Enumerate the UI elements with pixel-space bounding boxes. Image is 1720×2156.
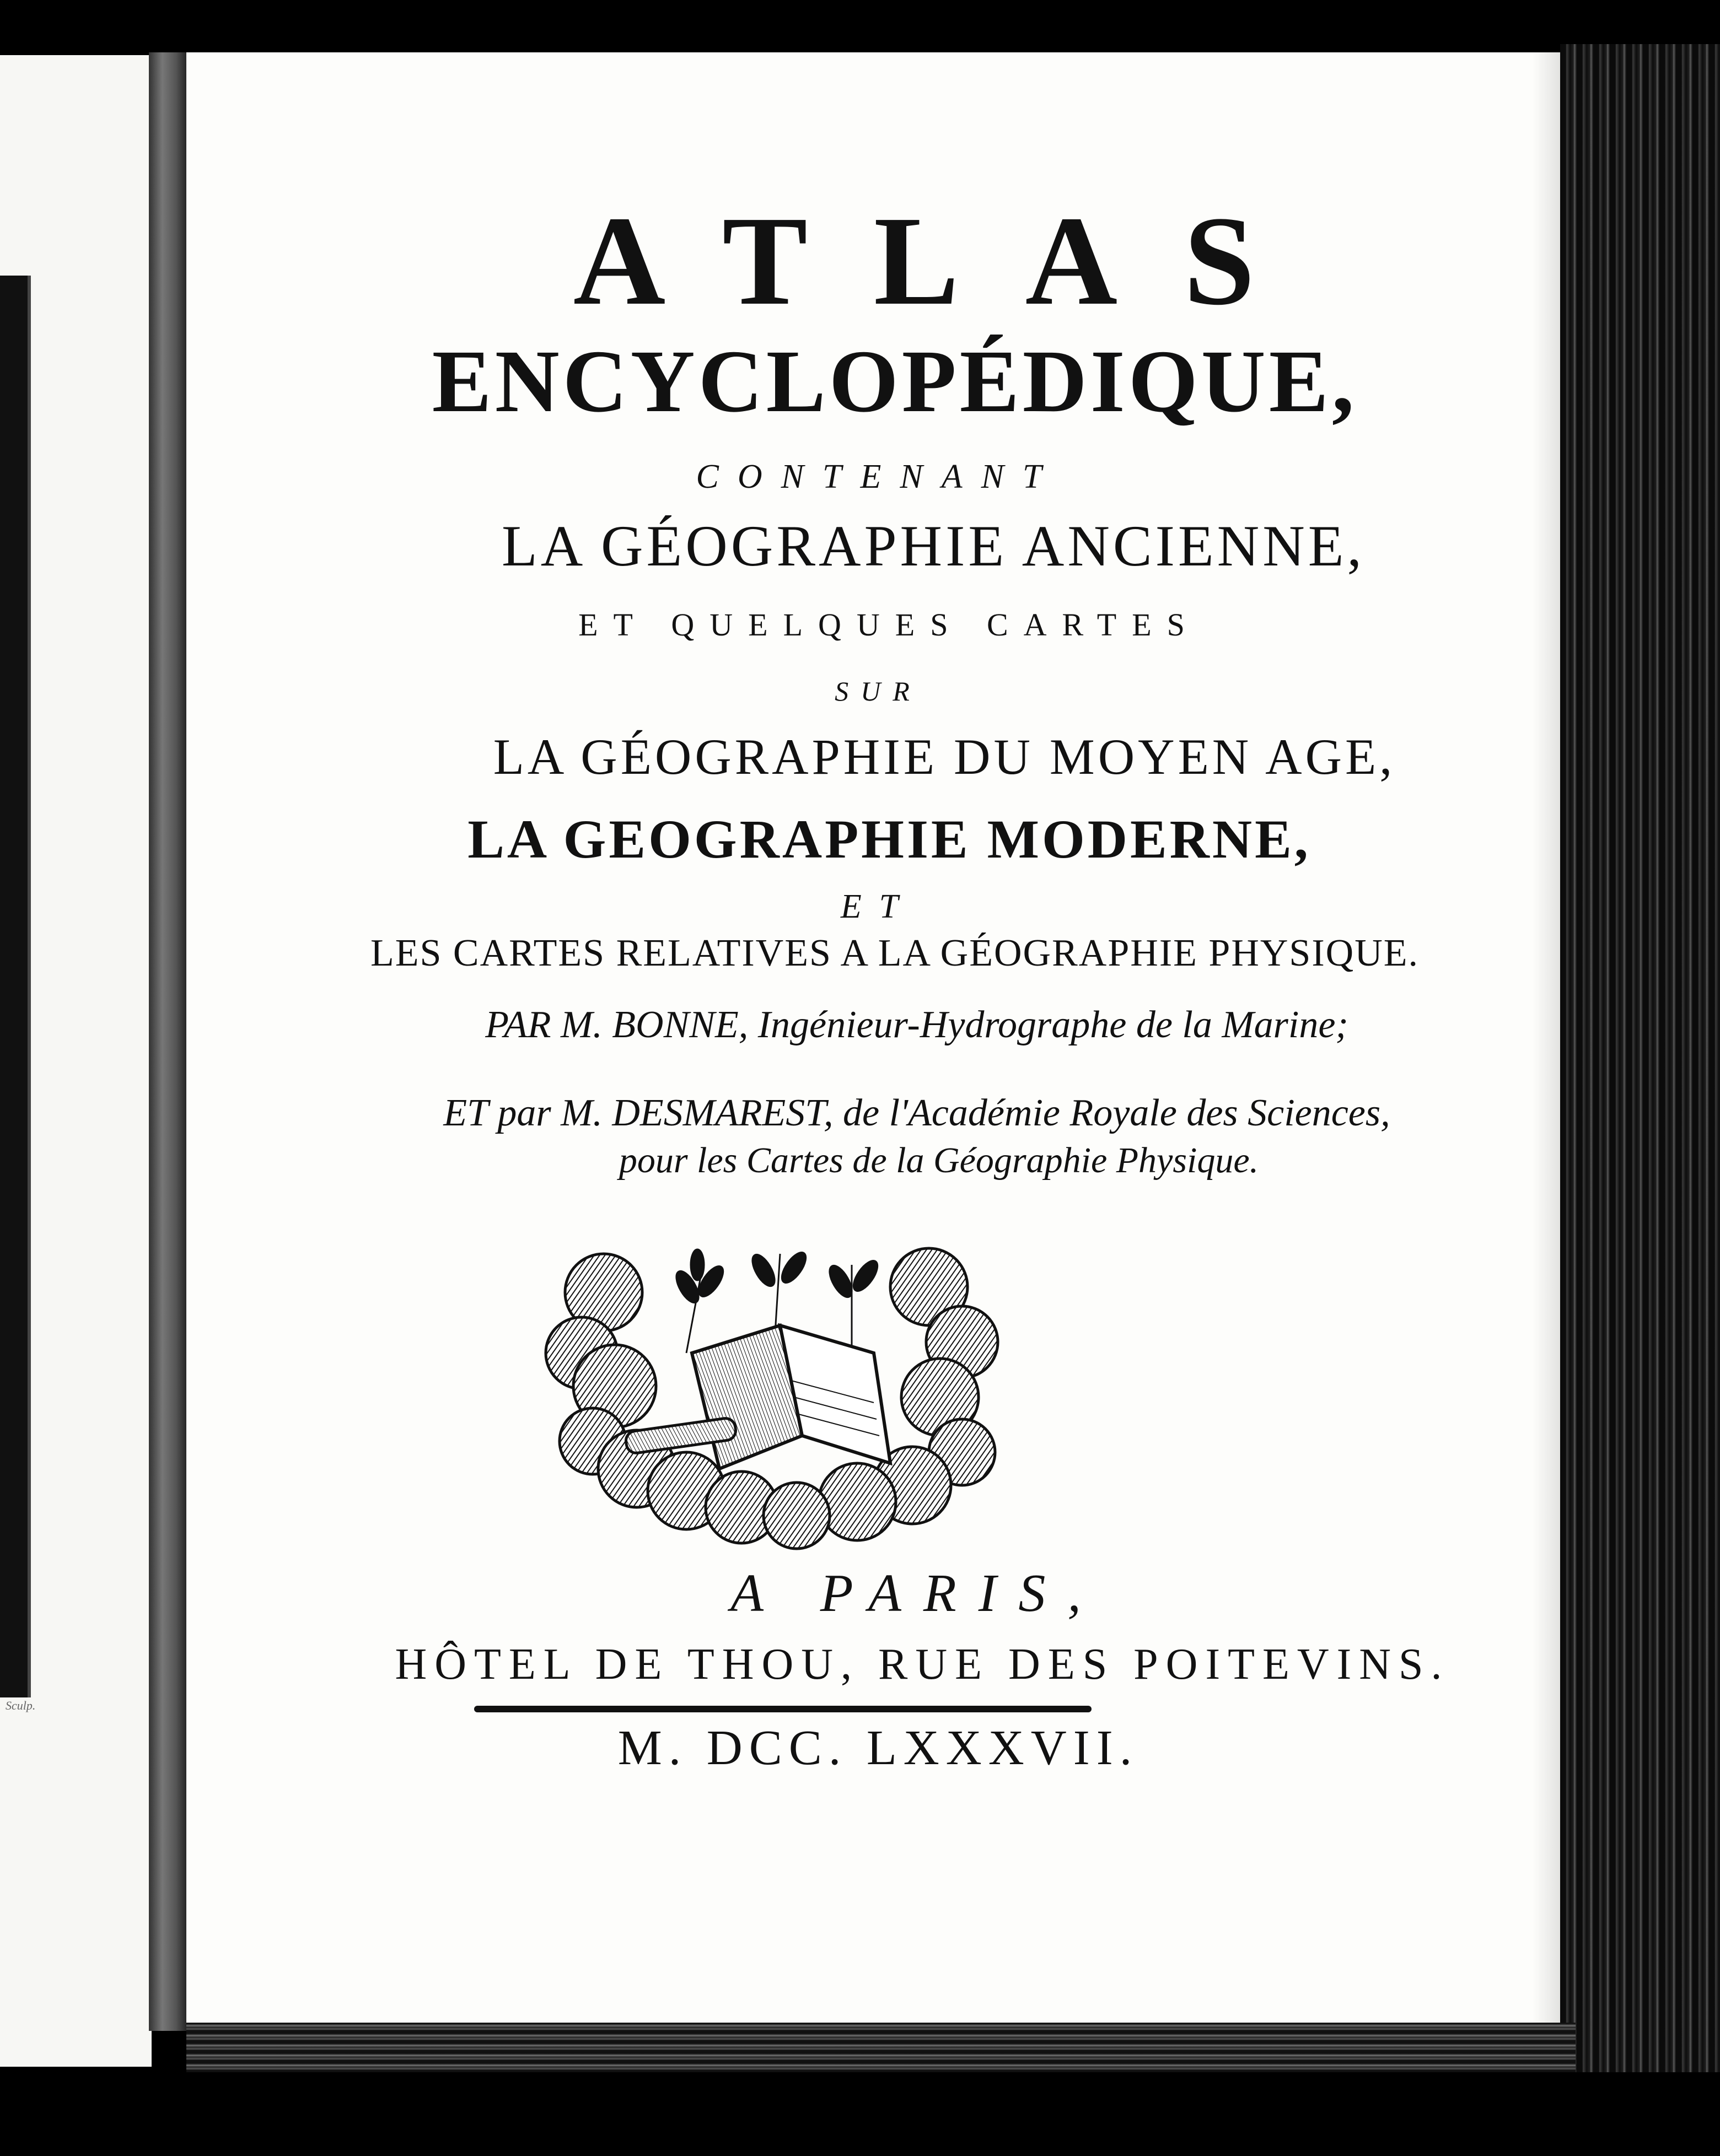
scan-border-bottom (0, 2072, 1720, 2156)
line-quelques-cartes: ET QUELQUES CARTES (578, 607, 1200, 643)
line-geographie-ancienne: LA GÉOGRAPHIE ANCIENNE, (502, 514, 1365, 578)
imprint-rule (474, 1706, 1092, 1712)
author-bonne: PAR M. BONNE, Ingénieur-Hydrographe de la Marine; (485, 1004, 1348, 1046)
line-contenant: CONTENANT (696, 458, 1061, 495)
plate-caption-fragment: Sculp. (6, 1699, 36, 1712)
imprint-city: A PARIS, (730, 1564, 1103, 1623)
line-moyen-age: LA GÉOGRAPHIE DU MOYEN AGE, (493, 729, 1396, 785)
book-vignette-illustration (543, 1243, 1012, 1551)
title-encyclopedique: ENCYCLOPÉDIQUE, (432, 332, 1358, 431)
author-desmarest-role: pour les Cartes de la Géographie Physique. (619, 1140, 1259, 1181)
title-atlas: ATLAS (573, 190, 1321, 332)
imprint-date: M. DCC. LXXXVII. (617, 1721, 1139, 1775)
author-desmarest: ET par M. DESMAREST, de l'Académie Royale des Sciences, (443, 1092, 1390, 1134)
line-sur: SUR (835, 676, 922, 707)
line-geographie-moderne: LA GEOGRAPHIE MODERNE, (467, 808, 1311, 870)
book-gutter (149, 52, 187, 2031)
line-et: ET (840, 888, 916, 925)
imprint-address: HÔTEL DE THOU, RUE DES POITEVINS. (395, 1640, 1450, 1689)
line-geographie-physique: LES CARTES RELATIVES A LA GÉOGRAPHIE PHYSIQUE. (370, 932, 1420, 974)
scan-border-top (0, 0, 1720, 55)
facing-plate-edge (0, 276, 31, 1697)
